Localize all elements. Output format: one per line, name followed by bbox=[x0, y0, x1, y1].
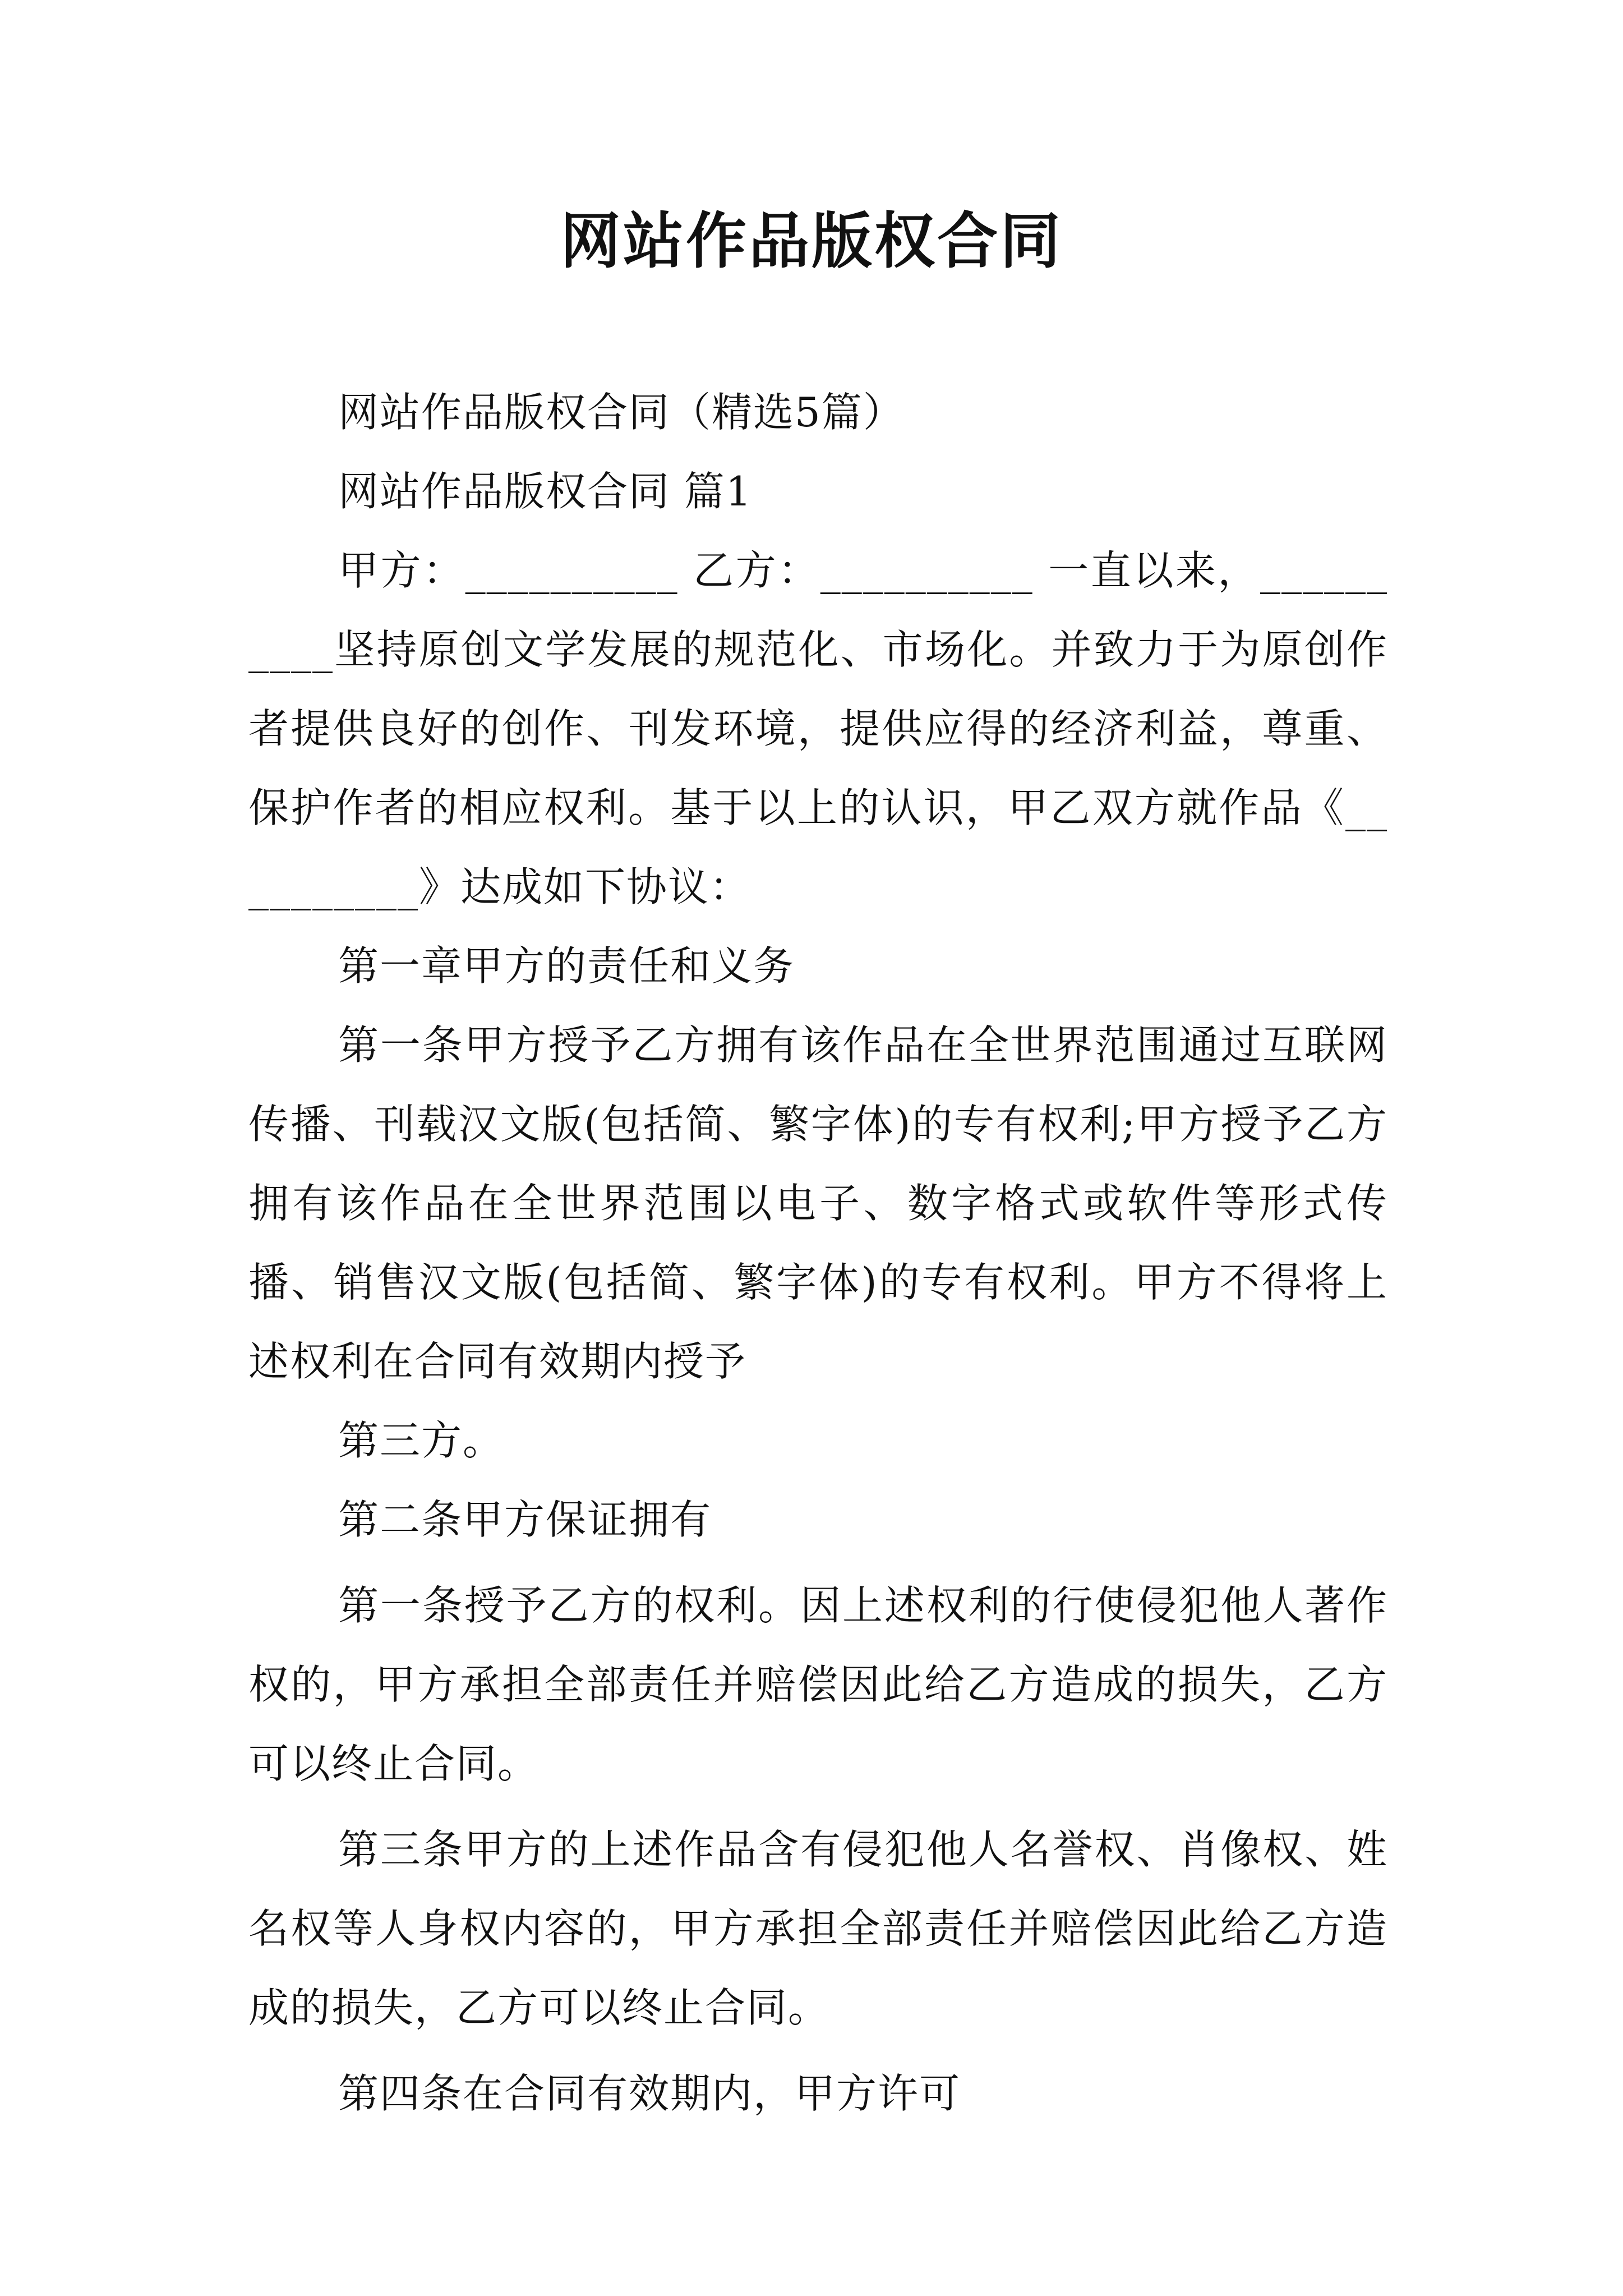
document-body bbox=[248, 373, 1388, 2133]
section-heading: 网站作品版权合同 篇1 bbox=[338, 468, 753, 515]
article-paragraph: 第三方。 bbox=[338, 1417, 505, 1464]
subtitle-paragraph: 网站作品版权合同（精选5篇） bbox=[338, 389, 905, 436]
article-paragraph: 第三条甲方的上述作品含有侵犯他人名誉权、肖像权、姓名权等人身权内容的，甲方承担全部责任并赔偿因此给乙方造成的损失，乙方可以终止合同。 bbox=[248, 1826, 1388, 2031]
chapter-heading: 第一章甲方的责任和义务 bbox=[338, 942, 795, 990]
article-paragraph: 第四条在合同有效期内，甲方许可 bbox=[338, 2070, 961, 2117]
article-paragraph: 第一条甲方授予乙方拥有该作品在全世界范围通过互联网传播、刊载汉文版(包括简、繁字体)的专有权利;甲方授予乙方拥有该作品在全世界范围以电子、数字格式或软件等形式传播、销售汉文版(包括简、繁字体)的专有权利。甲方不得将上述权利在合同有效期内授予 bbox=[248, 1022, 1388, 1385]
article-paragraph: 第二条甲方保证拥有 bbox=[338, 1496, 712, 1543]
article-paragraph: 第一条授予乙方的权利。因上述权利的行使侵犯他人著作权的，甲方承担全部责任并赔偿因此给乙方造成的损失，乙方可以终止合同。 bbox=[248, 1582, 1388, 1787]
document-title: 网站作品版权合同 bbox=[560, 206, 1063, 277]
intro-paragraph: 甲方：__________ 乙方：__________ 一直以来，__________坚持原创文学发展的规范化、市场化。并致力于为原创作者提供良好的创作、刊发环境，提供应得的经济利益，尊重、保护作者的相应权利。基于以上的认识，甲乙双方就作品《__________》达成如下协议： bbox=[248, 547, 1388, 910]
